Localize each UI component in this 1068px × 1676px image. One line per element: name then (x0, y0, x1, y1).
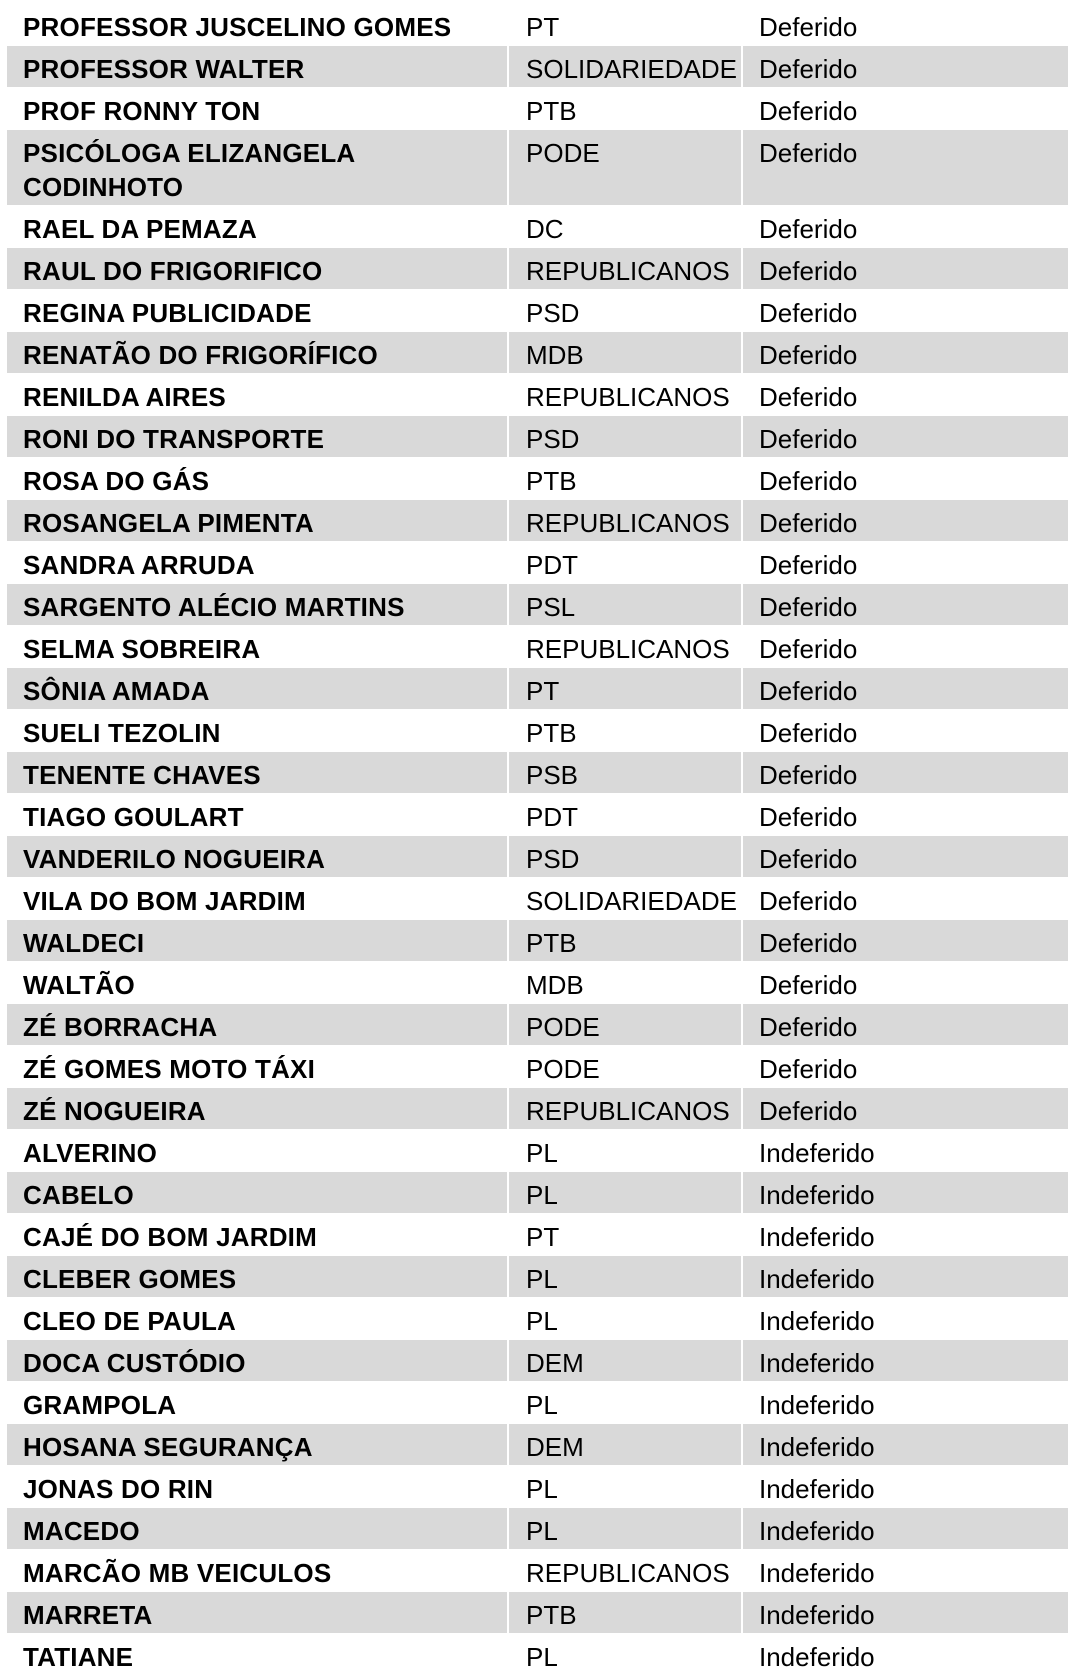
party-cell: PTB (509, 920, 741, 961)
table-row (7, 1004, 1068, 1046)
table-row (7, 1130, 1068, 1172)
candidate-name-cell: PSICÓLOGA ELIZANGELA CODINHOTO (7, 130, 507, 205)
status-cell: Indeferido (743, 1256, 1068, 1297)
candidate-name-cell: MACEDO (7, 1508, 507, 1549)
party-cell: PT (526, 12, 560, 42)
candidate-name-cell: CABELO (7, 1172, 507, 1213)
table-row (7, 1382, 1068, 1424)
status-cell: Deferido (759, 1054, 858, 1084)
status-cell: Deferido (743, 584, 1068, 625)
status-cell: Deferido (759, 886, 858, 916)
status-cell: Deferido (743, 500, 1068, 541)
candidate-name-cell: TENENTE CHAVES (7, 752, 507, 793)
status-cell: Indeferido (759, 1138, 875, 1168)
party-cell: DEM (509, 1424, 741, 1465)
party-cell: REPUBLICANOS (509, 500, 741, 541)
table-row (7, 458, 1068, 500)
candidate-name-cell: RONI DO TRANSPORTE (7, 416, 507, 457)
table-row (7, 710, 1068, 752)
status-cell: Deferido (743, 416, 1068, 457)
status-cell: Indeferido (743, 1424, 1068, 1465)
candidate-name-cell: ZÉ NOGUEIRA (7, 1088, 507, 1129)
party-cell: PSD (509, 836, 741, 877)
table-row (7, 878, 1068, 920)
status-cell: Deferido (743, 130, 1068, 205)
party-cell: PSD (509, 416, 741, 457)
status-cell: Deferido (759, 96, 858, 126)
party-cell: PTB (526, 96, 577, 126)
candidate-name-cell: RAEL DA PEMAZA (23, 214, 257, 244)
candidate-name-cell: CLEO DE PAULA (23, 1306, 237, 1336)
status-cell: Deferido (759, 298, 858, 328)
candidate-name-cell: ZÉ GOMES MOTO TÁXI (23, 1054, 316, 1084)
status-cell: Deferido (743, 836, 1068, 877)
status-cell: Indeferido (743, 1508, 1068, 1549)
party-cell: MDB (526, 970, 584, 1000)
party-cell: PDT (526, 802, 578, 832)
candidate-name-cell: GRAMPOLA (23, 1390, 177, 1420)
candidate-name-cell: SELMA SOBREIRA (23, 634, 261, 664)
party-cell: SOLIDARIEDADE (509, 46, 741, 87)
party-cell: PDT (526, 550, 578, 580)
candidate-name-cell: VILA DO BOM JARDIM (23, 886, 306, 916)
table-row (7, 752, 1068, 794)
status-cell: Deferido (759, 970, 858, 1000)
party-cell: REPUBLICANOS (526, 1558, 730, 1588)
candidate-name-cell: PROFESSOR JUSCELINO GOMES (23, 12, 452, 42)
status-cell: Indeferido (759, 1306, 875, 1336)
table-row (7, 500, 1068, 542)
table-row (7, 46, 1068, 88)
candidate-name-cell: ZÉ BORRACHA (7, 1004, 507, 1045)
party-cell: PT (526, 1222, 560, 1252)
party-cell: PL (509, 1172, 741, 1213)
table-row (7, 1256, 1068, 1298)
candidate-name-cell: WALDECI (7, 920, 507, 961)
table-row (7, 1214, 1068, 1256)
party-cell: MDB (509, 332, 741, 373)
candidate-name-cell: ALVERINO (23, 1138, 158, 1168)
candidate-name-cell: PROFESSOR WALTER (7, 46, 507, 87)
party-cell: DC (526, 214, 564, 244)
candidate-name-cell: CAJÉ DO BOM JARDIM (23, 1222, 317, 1252)
party-cell: PL (509, 1508, 741, 1549)
status-cell: Deferido (759, 382, 858, 412)
status-cell: Deferido (743, 920, 1068, 961)
status-cell: Indeferido (759, 1474, 875, 1504)
candidate-name-cell: TATIANE (23, 1642, 134, 1672)
candidate-name-cell: TIAGO GOULART (23, 802, 244, 832)
status-cell: Indeferido (759, 1642, 875, 1672)
candidate-name-cell: SÔNIA AMADA (7, 668, 507, 709)
candidate-name-cell: ROSA DO GÁS (23, 466, 210, 496)
party-cell: REPUBLICANOS (526, 634, 730, 664)
party-cell: PSL (509, 584, 741, 625)
table-row (7, 1508, 1068, 1550)
status-cell: Deferido (759, 12, 858, 42)
candidate-name-cell: PROF RONNY TON (23, 96, 261, 126)
status-cell: Deferido (759, 634, 858, 664)
status-cell: Indeferido (759, 1390, 875, 1420)
table-row (7, 374, 1068, 416)
status-cell: Indeferido (743, 1340, 1068, 1381)
table-row (7, 248, 1068, 290)
table-row (7, 290, 1068, 332)
status-cell: Deferido (759, 550, 858, 580)
table-row (7, 416, 1068, 458)
candidate-name-cell: REGINA PUBLICIDADE (23, 298, 312, 328)
status-cell: Deferido (743, 248, 1068, 289)
candidate-name-cell: RAUL DO FRIGORIFICO (7, 248, 507, 289)
table-row (7, 1172, 1068, 1214)
status-cell: Indeferido (759, 1558, 875, 1588)
party-cell: PL (526, 1390, 558, 1420)
table-row (7, 1466, 1068, 1508)
candidate-name-cell: SARGENTO ALÉCIO MARTINS (7, 584, 507, 625)
table-row (7, 1046, 1068, 1088)
table-row (7, 836, 1068, 878)
status-cell: Deferido (759, 466, 858, 496)
table-row (7, 1298, 1068, 1340)
table-row (7, 206, 1068, 248)
party-cell: PL (509, 1256, 741, 1297)
status-cell: Deferido (743, 1004, 1068, 1045)
candidate-name-cell: VANDERILO NOGUEIRA (7, 836, 507, 877)
candidate-name-cell: MARCÃO MB VEICULOS (23, 1558, 332, 1588)
status-cell: Indeferido (743, 1592, 1068, 1633)
candidate-name-cell: RENATÃO DO FRIGORÍFICO (7, 332, 507, 373)
table-row (7, 1088, 1068, 1130)
table-row (7, 962, 1068, 1004)
status-cell: Deferido (743, 1088, 1068, 1129)
status-cell: Deferido (759, 214, 858, 244)
party-cell: PT (509, 668, 741, 709)
candidate-name-cell: JONAS DO RIN (23, 1474, 214, 1504)
candidate-name-cell: CLEBER GOMES (7, 1256, 507, 1297)
status-cell: Indeferido (759, 1222, 875, 1252)
candidate-name-cell: HOSANA SEGURANÇA (7, 1424, 507, 1465)
party-cell: PL (526, 1138, 558, 1168)
table-row (7, 130, 1068, 206)
status-cell: Indeferido (743, 1172, 1068, 1213)
status-cell: Deferido (759, 802, 858, 832)
table-row (7, 1424, 1068, 1466)
status-cell: Deferido (743, 46, 1068, 87)
table-row (7, 1550, 1068, 1592)
party-cell: PODE (526, 1054, 600, 1084)
table-row (7, 1340, 1068, 1382)
table-row (7, 584, 1068, 626)
candidate-name-cell: SANDRA ARRUDA (23, 550, 255, 580)
status-cell: Deferido (759, 718, 858, 748)
party-cell: PL (526, 1306, 558, 1336)
party-cell: REPUBLICANOS (526, 382, 730, 412)
table-row (7, 920, 1068, 962)
party-cell: PSD (526, 298, 580, 328)
party-cell: PTB (526, 718, 577, 748)
candidate-name-cell: MARRETA (7, 1592, 507, 1633)
status-cell: Deferido (743, 668, 1068, 709)
status-cell: Deferido (743, 332, 1068, 373)
party-cell: PODE (509, 130, 741, 205)
party-cell: REPUBLICANOS (509, 1088, 741, 1129)
table-row (7, 332, 1068, 374)
party-cell: PODE (509, 1004, 741, 1045)
party-cell: REPUBLICANOS (509, 248, 741, 289)
table-row (7, 88, 1068, 130)
party-cell: PSB (509, 752, 741, 793)
table-row (7, 1634, 1068, 1676)
candidate-name-cell: RENILDA AIRES (23, 382, 226, 412)
party-cell: DEM (509, 1340, 741, 1381)
candidate-table (7, 4, 1068, 1676)
table-row (7, 626, 1068, 668)
table-row (7, 4, 1068, 46)
candidate-name-cell: ROSANGELA PIMENTA (7, 500, 507, 541)
party-cell: PL (526, 1642, 558, 1672)
party-cell: PTB (509, 1592, 741, 1633)
party-cell: SOLIDARIEDADE (526, 886, 737, 916)
party-cell: PL (526, 1474, 558, 1504)
status-cell: Deferido (743, 752, 1068, 793)
table-row (7, 1592, 1068, 1634)
table-row (7, 668, 1068, 710)
table-row (7, 794, 1068, 836)
candidate-name-cell: DOCA CUSTÓDIO (7, 1340, 507, 1381)
candidate-name-cell: SUELI TEZOLIN (23, 718, 221, 748)
candidate-name-cell: WALTÃO (23, 970, 135, 1000)
table-row (7, 542, 1068, 584)
party-cell: PTB (526, 466, 577, 496)
